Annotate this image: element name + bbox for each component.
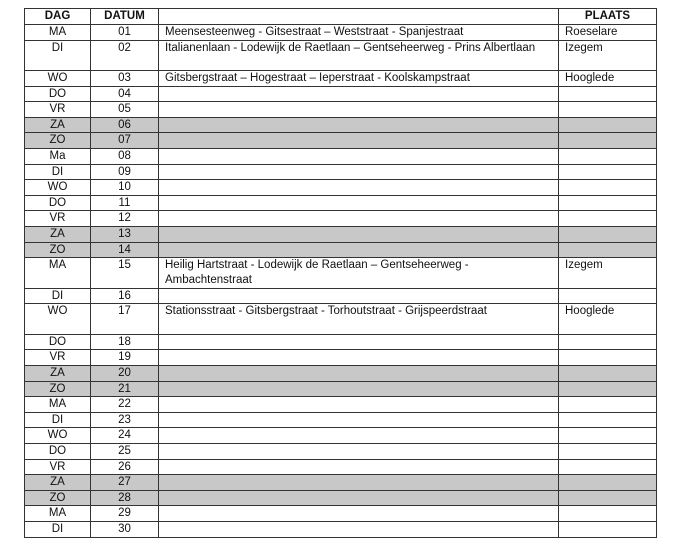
cell-dag: ZA: [25, 366, 91, 382]
cell-dag: MA: [25, 25, 91, 41]
cell-datum: 13: [91, 227, 159, 243]
cell-plaats: [559, 334, 657, 350]
table-row: [25, 334, 657, 350]
table-row: [25, 258, 657, 289]
cell-straten: [159, 443, 559, 459]
cell-plaats: [559, 412, 657, 428]
cell-dag: ZO: [25, 381, 91, 397]
cell-datum: 20: [91, 366, 159, 382]
cell-datum: 30: [91, 521, 159, 537]
schedule-body: [25, 25, 657, 538]
cell-straten: [159, 164, 559, 180]
cell-straten: Heilig Hartstraat - Lodewijk de Raetlaan – Gentseheerweg - Ambachtenstraat: [159, 258, 559, 289]
header-datum: DATUM: [91, 9, 159, 25]
cell-dag: ZO: [25, 242, 91, 258]
cell-datum: 26: [91, 459, 159, 475]
cell-plaats: [559, 86, 657, 102]
table-row: [25, 397, 657, 413]
cell-dag: ZA: [25, 475, 91, 491]
table-row: [25, 180, 657, 196]
cell-plaats: Hooglede: [559, 304, 657, 335]
cell-plaats: [559, 117, 657, 133]
table-row: [25, 350, 657, 366]
table-row: [25, 86, 657, 102]
cell-datum: 27: [91, 475, 159, 491]
cell-dag: DI: [25, 412, 91, 428]
cell-dag: VR: [25, 102, 91, 118]
cell-datum: 22: [91, 397, 159, 413]
table-row: [25, 428, 657, 444]
cell-plaats: [559, 475, 657, 491]
cell-plaats: [559, 211, 657, 227]
cell-straten: [159, 506, 559, 522]
cell-datum: 18: [91, 334, 159, 350]
table-row: [25, 242, 657, 258]
cell-datum: 02: [91, 40, 159, 71]
cell-datum: 07: [91, 133, 159, 149]
cell-datum: 17: [91, 304, 159, 335]
header-row: [25, 9, 657, 25]
cell-datum: 28: [91, 490, 159, 506]
header-dag: DAG: [25, 9, 91, 25]
cell-straten: Meensesteenweg - Gitsestraat – Weststraat - Spanjestraat: [159, 25, 559, 41]
cell-dag: ZO: [25, 490, 91, 506]
cell-straten: Stationsstraat - Gitsbergstraat - Torhoutstraat - Grijspeerdstraat: [159, 304, 559, 335]
cell-dag: VR: [25, 350, 91, 366]
cell-plaats: [559, 195, 657, 211]
cell-straten: [159, 288, 559, 304]
cell-dag: DI: [25, 164, 91, 180]
cell-dag: DI: [25, 40, 91, 71]
cell-straten: [159, 350, 559, 366]
table-row: [25, 443, 657, 459]
table-row: [25, 475, 657, 491]
cell-straten: [159, 334, 559, 350]
cell-plaats: [559, 242, 657, 258]
header-straten: [159, 9, 559, 25]
cell-dag: DO: [25, 195, 91, 211]
cell-plaats: [559, 521, 657, 537]
cell-datum: 09: [91, 164, 159, 180]
table-row: [25, 195, 657, 211]
cell-straten: [159, 459, 559, 475]
cell-dag: WO: [25, 71, 91, 87]
table-row: [25, 412, 657, 428]
cell-dag: Ma: [25, 149, 91, 165]
cell-datum: 06: [91, 117, 159, 133]
cell-datum: 29: [91, 506, 159, 522]
table-row: [25, 149, 657, 165]
table-row: [25, 25, 657, 41]
cell-datum: 03: [91, 71, 159, 87]
table-row: [25, 227, 657, 243]
cell-datum: 16: [91, 288, 159, 304]
cell-dag: MA: [25, 397, 91, 413]
schedule-table: [24, 8, 657, 538]
cell-dag: WO: [25, 180, 91, 196]
cell-plaats: [559, 397, 657, 413]
cell-straten: [159, 195, 559, 211]
cell-plaats: [559, 164, 657, 180]
cell-datum: 11: [91, 195, 159, 211]
cell-dag: MA: [25, 506, 91, 522]
cell-datum: 10: [91, 180, 159, 196]
table-row: [25, 304, 657, 335]
cell-straten: [159, 117, 559, 133]
cell-plaats: [559, 381, 657, 397]
cell-plaats: [559, 506, 657, 522]
table-row: [25, 211, 657, 227]
cell-datum: 01: [91, 25, 159, 41]
cell-dag: ZO: [25, 133, 91, 149]
cell-dag: MA: [25, 258, 91, 289]
cell-straten: [159, 475, 559, 491]
table-row: [25, 164, 657, 180]
cell-straten: [159, 149, 559, 165]
cell-straten: [159, 86, 559, 102]
cell-straten: [159, 180, 559, 196]
cell-dag: VR: [25, 211, 91, 227]
cell-plaats: [559, 180, 657, 196]
cell-dag: DO: [25, 443, 91, 459]
cell-dag: DI: [25, 288, 91, 304]
cell-plaats: [559, 443, 657, 459]
cell-straten: [159, 490, 559, 506]
cell-datum: 25: [91, 443, 159, 459]
cell-datum: 21: [91, 381, 159, 397]
cell-plaats: [559, 459, 657, 475]
cell-dag: DO: [25, 334, 91, 350]
cell-dag: DI: [25, 521, 91, 537]
cell-plaats: Roeselare: [559, 25, 657, 41]
cell-datum: 23: [91, 412, 159, 428]
cell-dag: DO: [25, 86, 91, 102]
table-row: [25, 381, 657, 397]
cell-plaats: [559, 102, 657, 118]
cell-plaats: [559, 149, 657, 165]
cell-straten: Gitsbergstraat – Hogestraat – Ieperstraat - Koolskampstraat: [159, 71, 559, 87]
cell-plaats: [559, 133, 657, 149]
cell-datum: 12: [91, 211, 159, 227]
table-row: [25, 133, 657, 149]
cell-straten: [159, 133, 559, 149]
cell-plaats: [559, 350, 657, 366]
cell-straten: [159, 381, 559, 397]
cell-plaats: Izegem: [559, 40, 657, 71]
cell-datum: 24: [91, 428, 159, 444]
cell-plaats: [559, 428, 657, 444]
cell-dag: VR: [25, 459, 91, 475]
table-row: [25, 506, 657, 522]
header-plaats: PLAATS: [559, 9, 657, 25]
cell-dag: WO: [25, 304, 91, 335]
cell-plaats: Izegem: [559, 258, 657, 289]
cell-straten: [159, 521, 559, 537]
table-row: [25, 288, 657, 304]
cell-datum: 14: [91, 242, 159, 258]
cell-datum: 15: [91, 258, 159, 289]
cell-plaats: Hooglede: [559, 71, 657, 87]
cell-datum: 04: [91, 86, 159, 102]
cell-straten: [159, 412, 559, 428]
table-row: [25, 490, 657, 506]
table-row: [25, 117, 657, 133]
cell-dag: ZA: [25, 227, 91, 243]
cell-straten: [159, 428, 559, 444]
cell-dag: ZA: [25, 117, 91, 133]
table-row: [25, 102, 657, 118]
cell-straten: [159, 242, 559, 258]
table-row: [25, 40, 657, 71]
cell-straten: [159, 366, 559, 382]
table-row: [25, 521, 657, 537]
cell-straten: [159, 227, 559, 243]
cell-plaats: [559, 490, 657, 506]
table-row: [25, 366, 657, 382]
cell-straten: [159, 397, 559, 413]
cell-plaats: [559, 288, 657, 304]
cell-straten: [159, 102, 559, 118]
cell-straten: Italianenlaan - Lodewijk de Raetlaan – Gentseheerweg - Prins Albertlaan: [159, 40, 559, 71]
cell-datum: 08: [91, 149, 159, 165]
cell-plaats: [559, 227, 657, 243]
table-row: [25, 459, 657, 475]
cell-dag: WO: [25, 428, 91, 444]
cell-straten: [159, 211, 559, 227]
cell-plaats: [559, 366, 657, 382]
cell-datum: 05: [91, 102, 159, 118]
cell-datum: 19: [91, 350, 159, 366]
table-row: [25, 71, 657, 87]
